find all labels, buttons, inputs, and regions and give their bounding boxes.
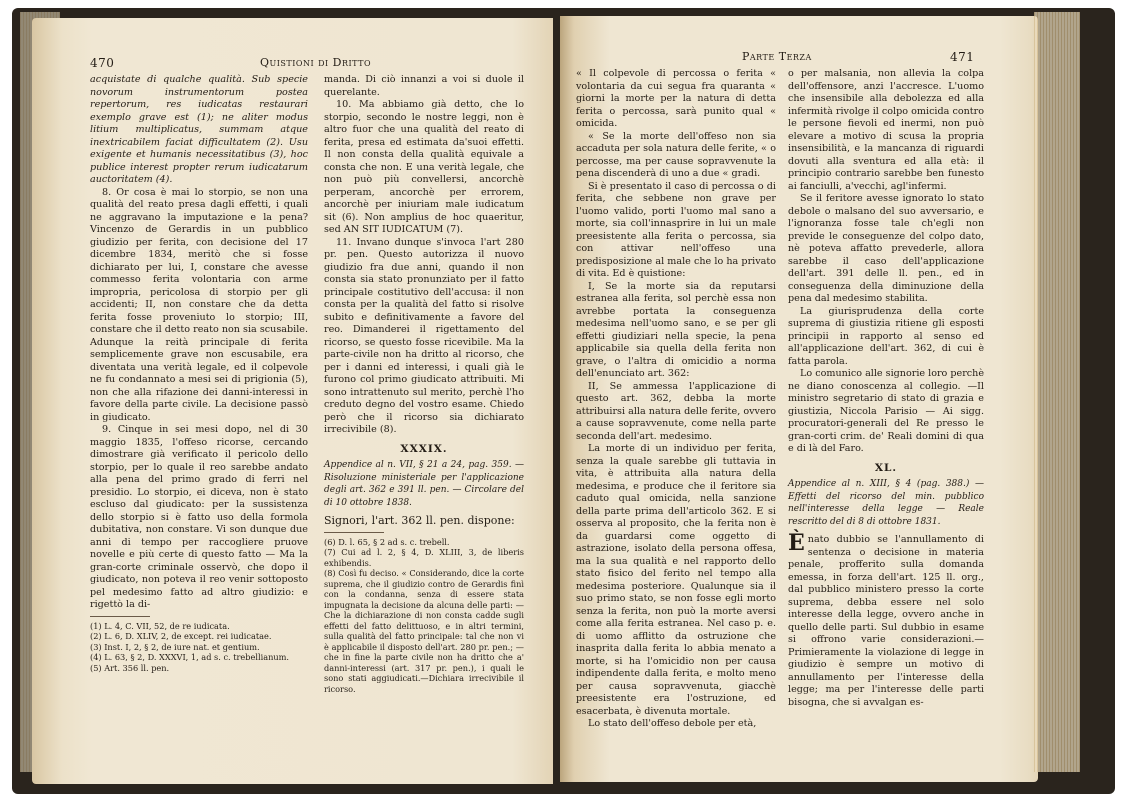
right-col1-para-3: Si è presentato il caso di percossa o di ferita, che sebbene non grave per l'uomo valido, porti l'uomo mal sano a morte, sia coll'innasprire in lui un male preesistente alla ferita o percossa, sia con attivar nell'offeso una predisposizione al male che lo ha privato di vita. Ed è quistione: bbox=[576, 180, 776, 279]
section-number-xl: XL. bbox=[874, 461, 898, 474]
section-number-xxxix: XXXIX. bbox=[400, 442, 448, 455]
footnote: (1) L. 4, C. VII, 52, de re iudicata. bbox=[90, 620, 230, 631]
right-col1-para-1: « Il colpevole di percossa o ferita « volontaria da cui segua fra quaranta « giorni la morte per la natura di detta ferita o percossa, sarà punito qual « omicida. bbox=[576, 68, 776, 129]
right-page bbox=[560, 16, 1038, 782]
footnote: (6) D. l. 65, § 2 ad s. c. trebell. bbox=[324, 536, 450, 547]
left-col1-para-2: 8. Or cosa è mai lo storpio, se non una qualità del reato presa dagli effetti, i quali ne aggravano la imputazione e la pena? Vincenzo de Gerardis in un pubblico giudizio per ferita, con decisione del 17 dicembre 1834, meritò che si fosse dichiarato per lui, I, constare che avesse commesso ferita volontaria con arme impropria, pericolosa di storpio per gli accidenti; II, non constare che da detta ferita fosse proveniuto lo storpio; III, constare che il detto reato non sia scusabile. Adunque la reità principale di ferita semplicemente grave non escusabile, era diventata una verità legale, ed il colpevole ne fu condannato a mesi sei di prigionia (5), non che alla rifazione dei danni-interessi in favore della parte civile. La decisione passò in giudicato. bbox=[90, 186, 308, 423]
right-col1-para-2: « Se la morte dell'offeso non sia accaduta per sola natura delle ferite, « o percosse, ma per cause sopravvenute la pena discenderà di uno a due « gradi. bbox=[576, 130, 776, 179]
right-col1-para-4: I, Se la morte sia da reputarsi estranea alla ferita, sol perchè essa non avrebbe portata la conseguenza medesima nell'uomo sano, e se per gli effetti giudiziari nella specie, la pena applicabile sia quella della ferita non grave, o l'altra di omicidio a norma dell'enunciato art. 362: bbox=[576, 280, 776, 379]
left-page-number: 470 bbox=[90, 56, 115, 70]
footnote: (5) Art. 356 ll. pen. bbox=[90, 662, 170, 673]
right-column-2 bbox=[788, 68, 984, 709]
left-page bbox=[32, 18, 553, 784]
left-col2-para-1: manda. Di ciò innanzi a voi si duole il querelante. bbox=[324, 74, 524, 98]
footnote: (4) L. 63, § 2, D. XXXVI, 1, ad s. c. trebellianum. bbox=[90, 652, 290, 662]
left-running-head: Quistioni di Dritto bbox=[260, 56, 372, 69]
left-column-1 bbox=[90, 74, 308, 673]
section-opening-xxxix: Signori, l'art. 362 ll. pen. dispone: bbox=[324, 514, 515, 527]
section-opening-text: nato dubbio se l'annullamento di sentenza o decisione in materia penale, profferito sulla domanda emessa, in forza dell'art. 125 ll. org., dal pubblico ministero presso la corte suprema, debba essere nel solo interesse della legge, ovvero anche in quello delle parti. Sul dubbio in esame si offrono varie considerazioni.— Primieramente la violazione di legge in giudizio è sempre un motivo di annullamento per l'interesse della legge; ma per l'interesse delle parti bisogna, che si avvalgan es- bbox=[788, 534, 984, 708]
left-col2-para-3: 11. Invano dunque s'invoca l'art 280 pr. pen. Questo autorizza il nuovo giudizio fra due anni, quando il non consta sia stato pronunziato per il fatto principale costitutivo dell'accusa: il non consta per la qualità del fatto si risolve subito e definitivamente a favore del reo. Dimanderei il rigettamento del ricorso, se questo fosse ricevibile. Ma la parte-civile non ha dritto al ricorso, che per i danni ed interessi, i quali già le furono col primo giudicato attribuiti. Mi sono intrattenuto sul merito, perchè l'ho creduto degno del vostro esame. Chiedo però che il ricorso sia dichiarato irrecivibile (8). bbox=[324, 236, 524, 435]
section-heading-xl: Appendice al n. XIII, § 4 (pag. 388.) — Effetti del ricorso del min. pubblico nell'interesse della legge — Reale rescritto del di 8 di ottobre 1831. bbox=[788, 479, 984, 527]
footnote: (2) L. 6, D. XLIV, 2, de except. rei iudicatae. bbox=[90, 631, 272, 641]
right-col1-para-7: Lo stato dell'offeso debole per età, bbox=[588, 718, 757, 729]
right-col2-para-4: Lo comunico alle signorie loro perchè ne diano conoscenza al collegio. —Il ministro segretario di stato di grazia e giustizia, Niccola Parisio — Ai sigg. procuratori-generali del Re presso le gran-corti crim. de' Reali domini di qua e di là del Faro. bbox=[788, 368, 985, 454]
left-col2-para-2: 10. Ma abbiamo già detto, che lo storpio, secondo le nostre leggi, non è altro fuor che una qualità del reato di ferita, presa ed estimata da'suoi effetti. Il non consta della qualità equivale a consta che non. E una verità legale, che non può più convellersi, ancorchè perperam, ancorchè per errorem, ancorchè per iniuriam male iudicatum sit (6). Non amplius de hoc quaeritur, sed AN SIT IUDICATUM (7). bbox=[324, 99, 524, 235]
left-col1-para-1: acquistate di qualche qualità. Sub specie novorum instrumentorum postea repertorum, res iudicatas restaurari exemplo grave est (1); ne aliter modus litium multiplicatus, summam atque inextricabilem faciat difficultatem (2). Usu exigente et humanis necessitatibus (3), hoc publice interest propter rerum iudicatarum auctoritatem (4). bbox=[90, 74, 308, 185]
footnote-rule bbox=[324, 532, 384, 533]
left-column-2 bbox=[324, 74, 524, 694]
right-page-number: 471 bbox=[950, 50, 975, 64]
footnote: (3) Inst. I, 2, § 2, de iure nat. et gentium. bbox=[90, 641, 260, 652]
footnote: (7) Cui ad l. 2, § 4, D. XLIII, 3, de liberis exhibendis. bbox=[324, 547, 524, 568]
left-col1-para-3: 9. Cinque in sei mesi dopo, nel di 30 maggio 1835, l'offeso ricorse, cercando dimostrare già verificato il pericolo dello storpio, per lo quale il reo sarebbe andato alla pena del primo grado di ferri nel presidio. Lo storpio, ei diceva, non è stato escluso dal giudicato: per la sussistenza dello storpio si è fatto uso della formola dubitativa, non constare. Vi son dunque due anni di tempo per raccogliere pruove novelle e più certe di questo fatto — Ma la gran-corte criminale osservò, che dopo il giudicato, non poteva il reo venir sottoposto pel medesimo fatto ad altro giudizio: e rigettò la di- bbox=[90, 424, 308, 610]
right-running-head: Parte Terza bbox=[742, 50, 812, 63]
footnote: (8) Così fu deciso. « Considerando, dice la corte suprema, che il giudizio contro de Gerardis finì con la condanna, senza di essere stata impugnata la decisione da alcuna delle parti: — Che la dichiarazione di non consta cadde sugli effetti del fatto delittuoso, e in altri termini, sulla qualità del fatto principale: tal che non vi è applicabile il disposto dell'art. 280 pr. pen.; — che in fine la parte civile non ha dritto che a' danni-interessi (art. 317 pr. pen.), i quali le sono stati aggiudicati.—Dichiara irrecivibile il ricorso. bbox=[324, 568, 524, 694]
section-heading-xxxix: Appendice al n. VII, § 21 a 24, pag. 359. — Risoluzione ministeriale per l'applicazione degli art. 362 e 391 ll. pen. — Circolare del di 10 ottobre 1838. bbox=[324, 460, 524, 508]
section-opening-xl bbox=[788, 530, 984, 709]
right-col2-para-3: La giurisprudenza della corte suprema di giustizia ritiene gli esposti principii in rapporto al senso ed all'applicazione dell'art. 362, di cui è fatta parola. bbox=[788, 305, 984, 367]
right-column-1 bbox=[576, 68, 776, 731]
right-col1-para-6: La morte di un individuo per ferita, senza la quale sarebbe gli tuttavia in vita, è attribuita alla natura della medesima, e produce che il feritore sia caduto qual omicida, nella sanzione della parte prima dell'articolo 362. E si osserva al proposito, che la ferita non è da guardarsi come oggetto di astrazione, isolato della persona offesa, ma la sua qualità e nel rapporto dello stato fisico del ferito nel tempo alla medesima posteriore. Qualunque sia il suo primo stato, se non fosse egli morto senza la ferita, non può la morte aversi come alla ferita estranea. Nel caso p. e. di uomo afflitto da ostruzione che inasprita dalla ferita lo abbia menato a morte, si ha l'omicidio non per causa indipendente dalla ferita, e molto meno per causa sopravvenuta, giacchè preesistente era l'ostruzione, ed esacerbata, è divenuta mortale. bbox=[576, 443, 776, 717]
right-col2-para-1: o per malsania, non allevia la colpa dell'offensore, anzi l'accresce. L'uomo che insensibile alla debolezza ed alla infermità rivolge il colpo omicida contro le persone fievoli ed inermi, non può elevare a motivo di scusa la propria insensibilità, e la mancanza di riguardi dovuti alla sventura ed alla età: il principio contrario sarebbe ben funesto ai fanciulli, a'vecchi, agl'infermi. bbox=[788, 68, 984, 192]
drop-cap: È bbox=[788, 530, 805, 556]
right-col2-para-2: Se il feritore avesse ignorato lo stato debole o malsano del suo avversario, e l'ignoranza fosse tale ch'egli non previde le conseguenze del colpo dato, nè poteva affatto prevederle, allora sarebbe il caso dell'applicazione dell'art. 391 delle ll. pen., ed in conseguenza della diminuzione della pena dal medesimo stabilita. bbox=[788, 193, 984, 304]
left-col1-footnotes bbox=[90, 621, 308, 674]
right-col1-para-5: II, Se ammessa l'applicazione di questo art. 362, debba la morte attribuirsi alla natura delle ferite, ovvero a cause sopravvenute, come nella parte seconda dell'art. medesimo. bbox=[576, 380, 776, 442]
footnote-rule bbox=[90, 616, 150, 617]
right-page-edges bbox=[1034, 12, 1080, 772]
left-col2-footnotes bbox=[324, 537, 524, 695]
